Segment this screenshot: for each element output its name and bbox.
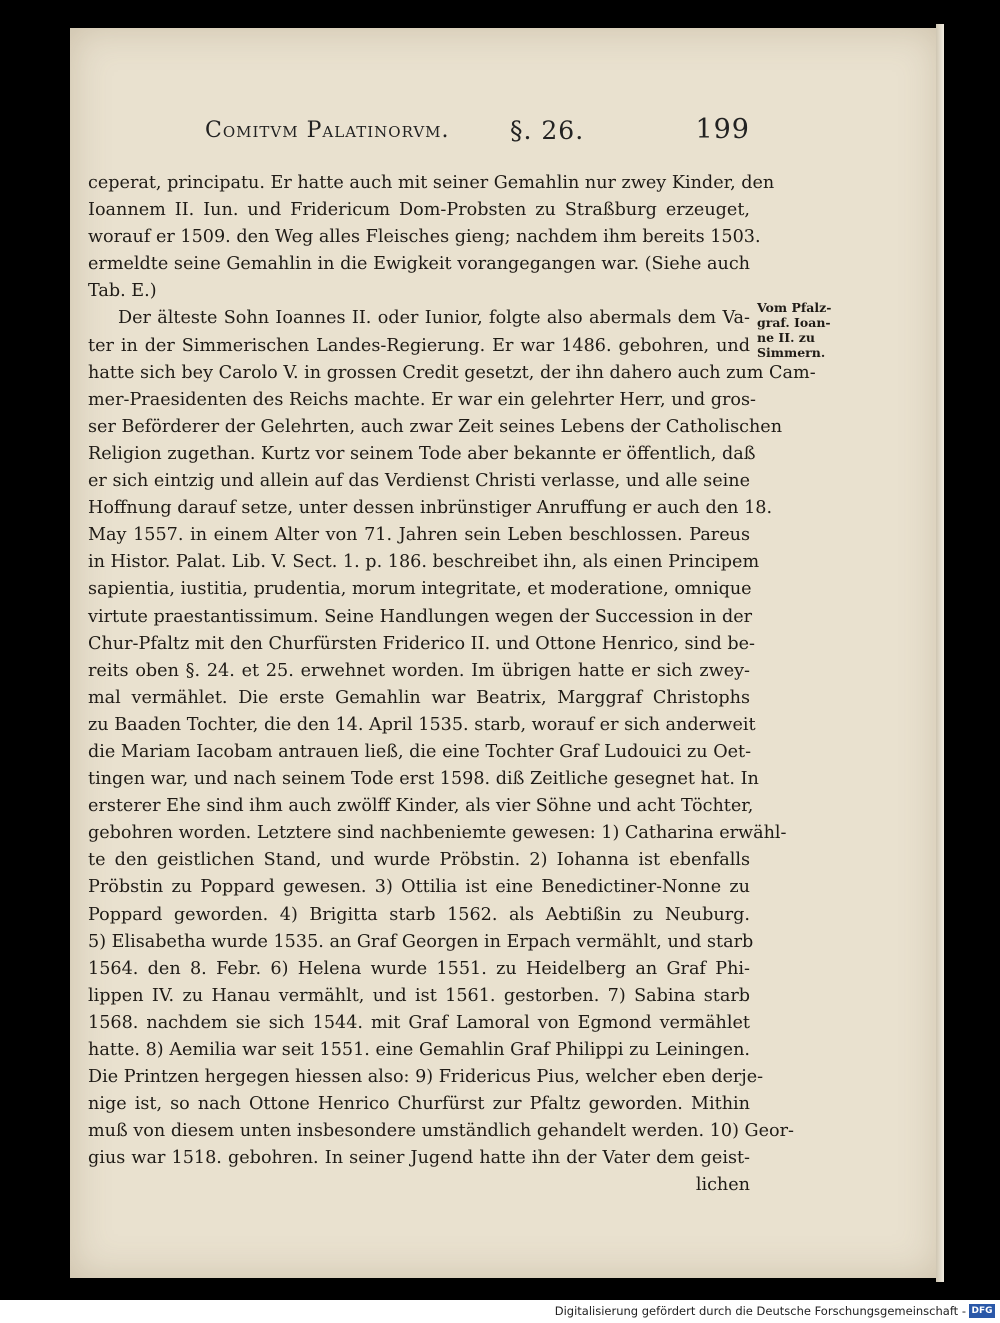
dfg-logo-icon: DFG xyxy=(969,1304,995,1318)
text-line: die Mariam Iacobam antrauen ließ, die eine Tochter Graf Ludouici zu Oet- xyxy=(88,741,752,762)
text-line: ter in der Simmerischen Landes-Regierung. Er war 1486. gebohren, und xyxy=(88,335,750,356)
running-title: Comitvm Palatinorvm. xyxy=(205,118,450,143)
text-line: er sich eintzig und allein auf das Verdienst Christi verlasse, und alle seine xyxy=(88,471,750,492)
text-line: May 1557. in einem Alter von 71. Jahren sein Leben beschlossen. Pareus xyxy=(88,525,750,546)
text-line: Ioannem II. Iun. und Fridericum Dom-Probsten zu Straßburg erzeuget, xyxy=(88,200,750,221)
text-line: in Histor. Palat. Lib. V. Sect. 1. p. 186. beschreibet ihn, als einen Principem xyxy=(88,552,760,573)
text-line: gebohren worden. Letztere sind nachbeniemte gewesen: 1) Catharina erwähl- xyxy=(88,823,787,844)
marginal-note-line: graf. Ioan- xyxy=(757,315,831,330)
text-line: reits oben §. 24. et 25. erwehnet worden. Im übrigen hatte er sich zwey- xyxy=(88,660,750,681)
marginal-note xyxy=(757,300,839,360)
text-line: sapientia, iustitia, prudentia, morum integritate, et moderatione, omnique xyxy=(88,579,752,600)
catchword: lichen xyxy=(695,1175,750,1196)
text-line: worauf er 1509. den Weg alles Fleisches gieng; nachdem ihm bereits 1503. xyxy=(88,227,761,248)
running-head xyxy=(205,112,750,152)
text-line: Pröbstin zu Poppard gewesen. 3) Ottilia ist eine Benedictiner-Nonne zu xyxy=(88,877,750,898)
text-line: gius war 1518. gebohren. In seiner Jugend hatte ihn der Vater dem geist- xyxy=(88,1148,750,1169)
text-line: Poppard geworden. 4) Brigitta starb 1562. als Aebtißin zu Neuburg. xyxy=(88,904,750,925)
text-line: Hoffnung darauf setze, unter dessen inbrünstiger Anruffung er auch den 18. xyxy=(88,498,773,519)
text-line: mer-Praesidenten des Reichs machte. Er war ein gelehrter Herr, und gros- xyxy=(88,389,756,410)
text-line: 1568. nachdem sie sich 1544. mit Graf Lamoral von Egmond vermählet xyxy=(88,1012,750,1033)
marginal-note-line: ne II. zu xyxy=(757,330,815,345)
page-number: 199 xyxy=(695,114,750,145)
text-line: hatte sich bey Carolo V. in grossen Credit gesetzt, der ihn dahero auch zum Cam- xyxy=(88,362,816,383)
text-line: 1564. den 8. Febr. 6) Helena wurde 1551. zu Heidelberg an Graf Phi- xyxy=(88,958,750,979)
text-line: Chur-Pfaltz mit den Churfürsten Friderico II. und Ottone Henrico, sind be- xyxy=(88,633,755,654)
funding-credit: Digitalisierung gefördert durch die Deutsche Forschungsgemeinschaft - xyxy=(554,1304,966,1318)
text-line: hatte. 8) Aemilia war seit 1551. eine Gemahlin Graf Philippi zu Leiningen. xyxy=(88,1040,750,1060)
text-line: virtute praestantissimum. Seine Handlungen wegen der Succession in der xyxy=(88,606,753,627)
page-edge xyxy=(936,24,944,1282)
footer-bar xyxy=(0,1300,1000,1323)
text-line: te den geistlichen Stand, und wurde Pröbstin. 2) Iohanna ist ebenfalls xyxy=(88,850,750,871)
text-line: muß von diesem unten insbesondere umständlich gehandelt werden. 10) Geor- xyxy=(88,1121,794,1142)
text-line: zu Baaden Tochter, die den 14. April 1535. starb, worauf er sich anderweit xyxy=(88,714,756,735)
text-line: mal vermählet. Die erste Gemahlin war Beatrix, Marggraf Christophs xyxy=(88,687,750,708)
text-line: ersterer Ehe sind ihm auch zwölff Kinder, als vier Söhne und acht Töchter, xyxy=(88,796,754,817)
text-line: ser Beförderer der Gelehrten, auch zwar Zeit seines Lebens der Catholischen xyxy=(88,416,783,437)
marginal-note-line: Vom Pfalz- xyxy=(757,300,832,315)
text-line: ceperat, principatu. Er hatte auch mit seiner Gemahlin nur zwey Kinder, den xyxy=(88,173,775,193)
section-mark: §. 26. xyxy=(510,116,585,145)
text-line: 5) Elisabetha wurde 1535. an Graf Georgen in Erpach vermählt, und starb xyxy=(88,931,754,952)
text-line: nige ist, so nach Ottone Henrico Churfürst zur Pfaltz geworden. Mithin xyxy=(88,1094,750,1115)
text-line: Der älteste Sohn Ioannes II. oder Iunior, folgte also abermals dem Va- xyxy=(118,308,750,329)
marginal-note-line: Simmern. xyxy=(757,345,826,360)
text-line: Religion zugethan. Kurtz vor seinem Tode aber bekannte er öffentlich, daß xyxy=(88,443,756,464)
text-line: Tab. E.) xyxy=(88,281,157,302)
text-line: ermeldte seine Gemahlin in die Ewigkeit vorangegangen war. (Siehe auch xyxy=(88,254,750,275)
text-line: Die Printzen hergegen hiessen also: 9) Fridericus Pius, welcher eben derje- xyxy=(88,1067,764,1088)
text-line: lippen IV. zu Hanau vermählt, und ist 1561. gestorben. 7) Sabina starb xyxy=(88,985,750,1006)
text-line: tingen war, und nach seinem Tode erst 1598. diß Zeitliche gesegnet hat. In xyxy=(88,769,759,790)
